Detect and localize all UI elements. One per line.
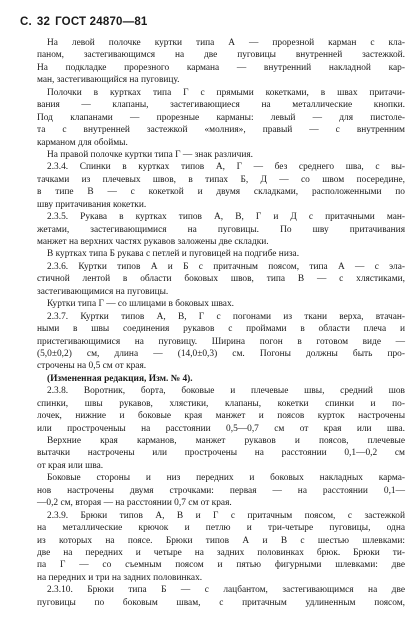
text-line: Под клапанами — прорезные карманы: левый — для пистоле- <box>37 112 405 123</box>
text-line: в типе В — с кокеткой и двумя складками, расположенными по <box>37 187 405 198</box>
text-line: вытачки настрочены или прострочены на расстоянии 0,1—0,2 см <box>37 448 405 459</box>
text-line: стичной лентой в области боковых швов, типа В — с хлястиками, <box>37 274 405 285</box>
text-line: или простроченыы на расстоянии 0,5—0,7 см от края или шва. <box>37 423 405 434</box>
text-line: Куртки типа Г — со шлицами в боковых швах. <box>47 299 234 310</box>
text-line: 2.3.4. Спинки в куртках типов А, Г — без среднего шва, с вы- <box>47 162 405 173</box>
text-line: 2.3.7. Куртки типов А, В, Г с погонами из ткани верха, втачан- <box>47 311 405 322</box>
text-line: пристегивающимися на пуговицу. Ширина погон в готовом виде — <box>37 336 405 347</box>
text-line: на передних и три на задних половинках. <box>37 572 203 583</box>
text-line: (Измененная редакция, Изм. № 4). <box>47 373 193 384</box>
text-line: па Г — со съемным поясом и пятью фигурными шлевками: две <box>37 560 405 571</box>
text-line: вания — клапаны, застегивающиеся на металлические кнопки. <box>37 100 405 111</box>
standard-code: ГОСТ 24870—81 <box>55 16 148 28</box>
text-line: две на передних и четыре на задних половинках брюк. Брюки ти- <box>37 547 405 558</box>
text-line: паном, застегивающимся на две пуговицы внутренней застежкой. <box>37 50 405 61</box>
text-line: та с внутренней застежкой «молния», правый — с внутренним <box>37 125 405 136</box>
page-mark: С. <box>20 16 32 28</box>
text-line: жетами, застегивающимися на пуговицы. По шву притачивания <box>37 224 405 235</box>
text-line: 2.3.5. Рукава в куртках типов А, В, Г и Д с притачными ман- <box>47 212 405 223</box>
text-line: карманом для обоймы. <box>37 137 128 148</box>
text-line: —0,2 см, вторая — на расстоянии 0,7 см от края. <box>37 498 232 509</box>
text-line: 2.3.10. Брюки типа Б — с лацбантом, застегивающимся на две <box>47 585 405 596</box>
text-line: от края или шва. <box>37 460 104 471</box>
page-number: 32 <box>36 16 51 28</box>
text-line: На правой полочке куртки типа Г — знак различия. <box>47 149 254 160</box>
text-line: ман, застегивающийся на пуговицу. <box>37 75 180 86</box>
text-line: В куртках типа Б рукава с петлей и пуговицей на подгибе низа. <box>47 249 300 260</box>
text-line: спинки, швы рукавов, хлястики, клапаны, кокетки спинки и по- <box>37 398 405 409</box>
page-header <box>20 16 153 28</box>
text-line: застегивающимися на пуговицы. <box>37 286 169 297</box>
text-line: строчены на 0,5 см от края. <box>37 361 147 372</box>
text-line: ными в швы соединения рукавов с проймами в области плеча и <box>37 324 405 335</box>
text-line: (5,0±0,2) см, длина — (14,0±0,3) см. Погоны должны быть про- <box>37 348 405 359</box>
text-line: Верхние края карманов, манжет рукавов и поясов, плечевые <box>47 436 405 446</box>
text-line: лочек, нижние и боковые края манжет и поясов курток настрочены <box>37 411 405 422</box>
text-line: пуговицы по боковым швам, с притачным удлиненным поясом, <box>37 597 405 608</box>
text-line: на металлические крючок и петлю и три-четыре пуговицы, одна <box>37 523 405 534</box>
text-line: Боковые стороны и низ передних и боковых накладных карма- <box>47 473 405 484</box>
text-line: нов настрочены двумя строчками: первая — на расстоянии 0,1— <box>37 485 405 496</box>
text-line: из которых на поясе. Брюки типов А и В с шестью шлевками: <box>37 535 405 546</box>
text-line: Полочки в куртках типа Г с прямыми кокетками, в швах притачи- <box>47 87 405 98</box>
text-line: На левой полочке куртки типа А — прорезной карман с кла- <box>47 38 405 48</box>
text-line: 2.3.6. Куртки типов А и Б с притачным поясом, типа А — с эла- <box>47 261 405 272</box>
text-line: тачками из плечевых швов, в типах Б, Д — со швом посередине, <box>37 174 405 185</box>
text-line: На подкладке прорезного кармана — внутренний накладной кар- <box>37 62 405 73</box>
document-body <box>37 37 405 609</box>
text-line: шву притачивания кокетки. <box>37 199 147 210</box>
text-line: манжет на верхних частях рукавов заложены две складки. <box>37 237 269 247</box>
text-line: 2.3.8. Воротник, борта, боковые и плечевые швы, средний шов <box>47 386 405 397</box>
text-line: 2.3.9. Брюки типов А, В и Г с притачным поясом, с застежкой <box>47 510 405 521</box>
